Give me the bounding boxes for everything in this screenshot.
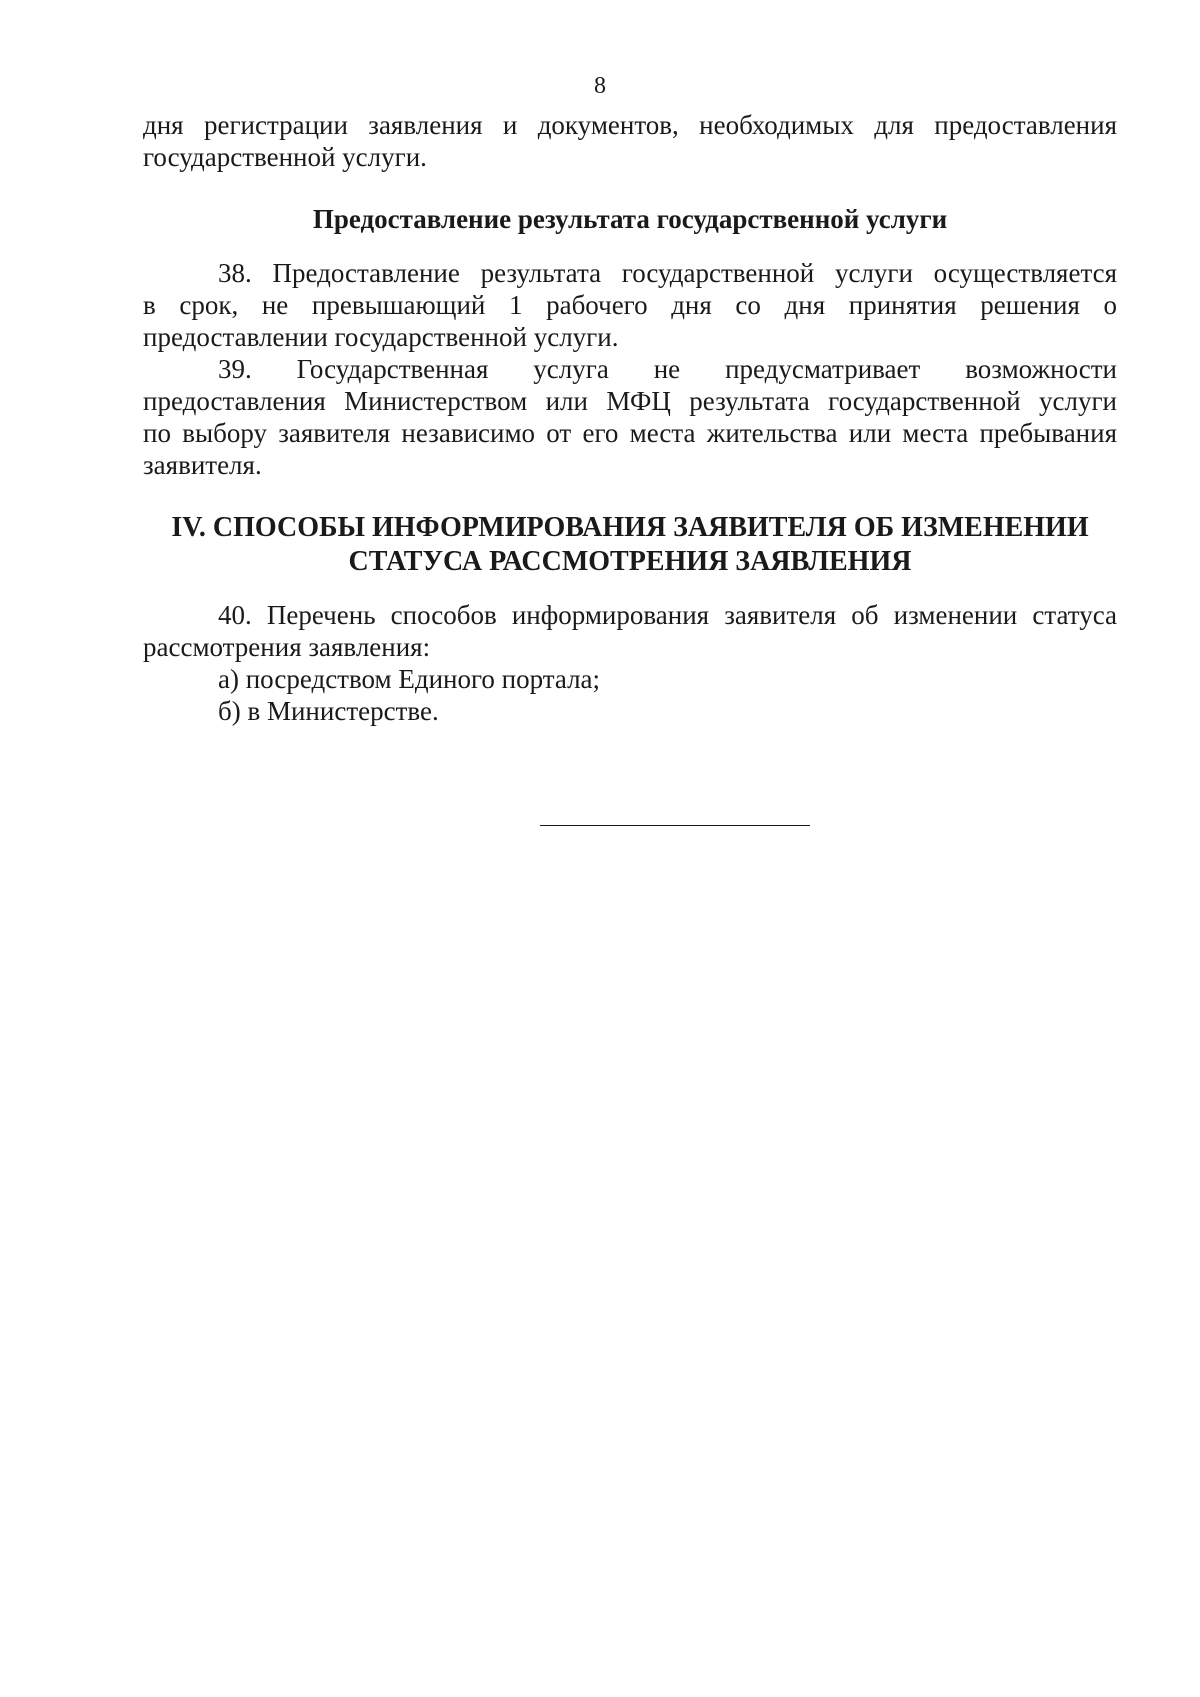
clause-line: 39. Государственная услуга не предусматривает возможности [218, 354, 1117, 384]
clause-38 [143, 257, 1117, 353]
list-item: а) посредством Единого портала; [218, 664, 601, 694]
clause-line: заявителя. [143, 450, 262, 480]
clause-line: в срок, не превышающий 1 рабочего дня со дня принятия решения о [143, 290, 1117, 320]
clause-40 [143, 599, 1117, 727]
section-title-line: СТАТУСА РАССМОТРЕНИЯ ЗАЯВЛЕНИЯ [348, 546, 912, 577]
clause-line: 40. Перечень способов информирования заявителя об изменении статуса [218, 600, 1117, 630]
paragraph-line: государственной услуги. [143, 142, 427, 172]
subsection-title: Предоставление результата государственной услуги [312, 204, 948, 234]
end-divider [540, 825, 810, 826]
document-body [143, 109, 1117, 727]
section-title [143, 511, 1117, 579]
paragraph-continuation [143, 109, 1117, 173]
section-title-line: IV. СПОСОБЫ ИНФОРМИРОВАНИЯ ЗАЯВИТЕЛЯ ОБ ИЗМЕНЕНИИ [171, 512, 1089, 543]
paragraph-line: дня регистрации заявления и документов, необходимых для предоставления [143, 110, 1117, 140]
list-item: б) в Министерстве. [218, 696, 439, 726]
clause-line: 38. Предоставление результата государственной услуги осуществляется [218, 258, 1117, 288]
clause-line: рассмотрения заявления: [143, 632, 431, 662]
clause-line: по выбору заявителя независимо от его места жительства или места пребывания [143, 418, 1117, 448]
clause-line: предоставлении государственной услуги. [143, 322, 619, 352]
clause-line: предоставления Министерством или МФЦ результата государственной услуги [143, 386, 1117, 416]
page-number: 8 [594, 73, 606, 99]
clause-39 [143, 353, 1117, 481]
